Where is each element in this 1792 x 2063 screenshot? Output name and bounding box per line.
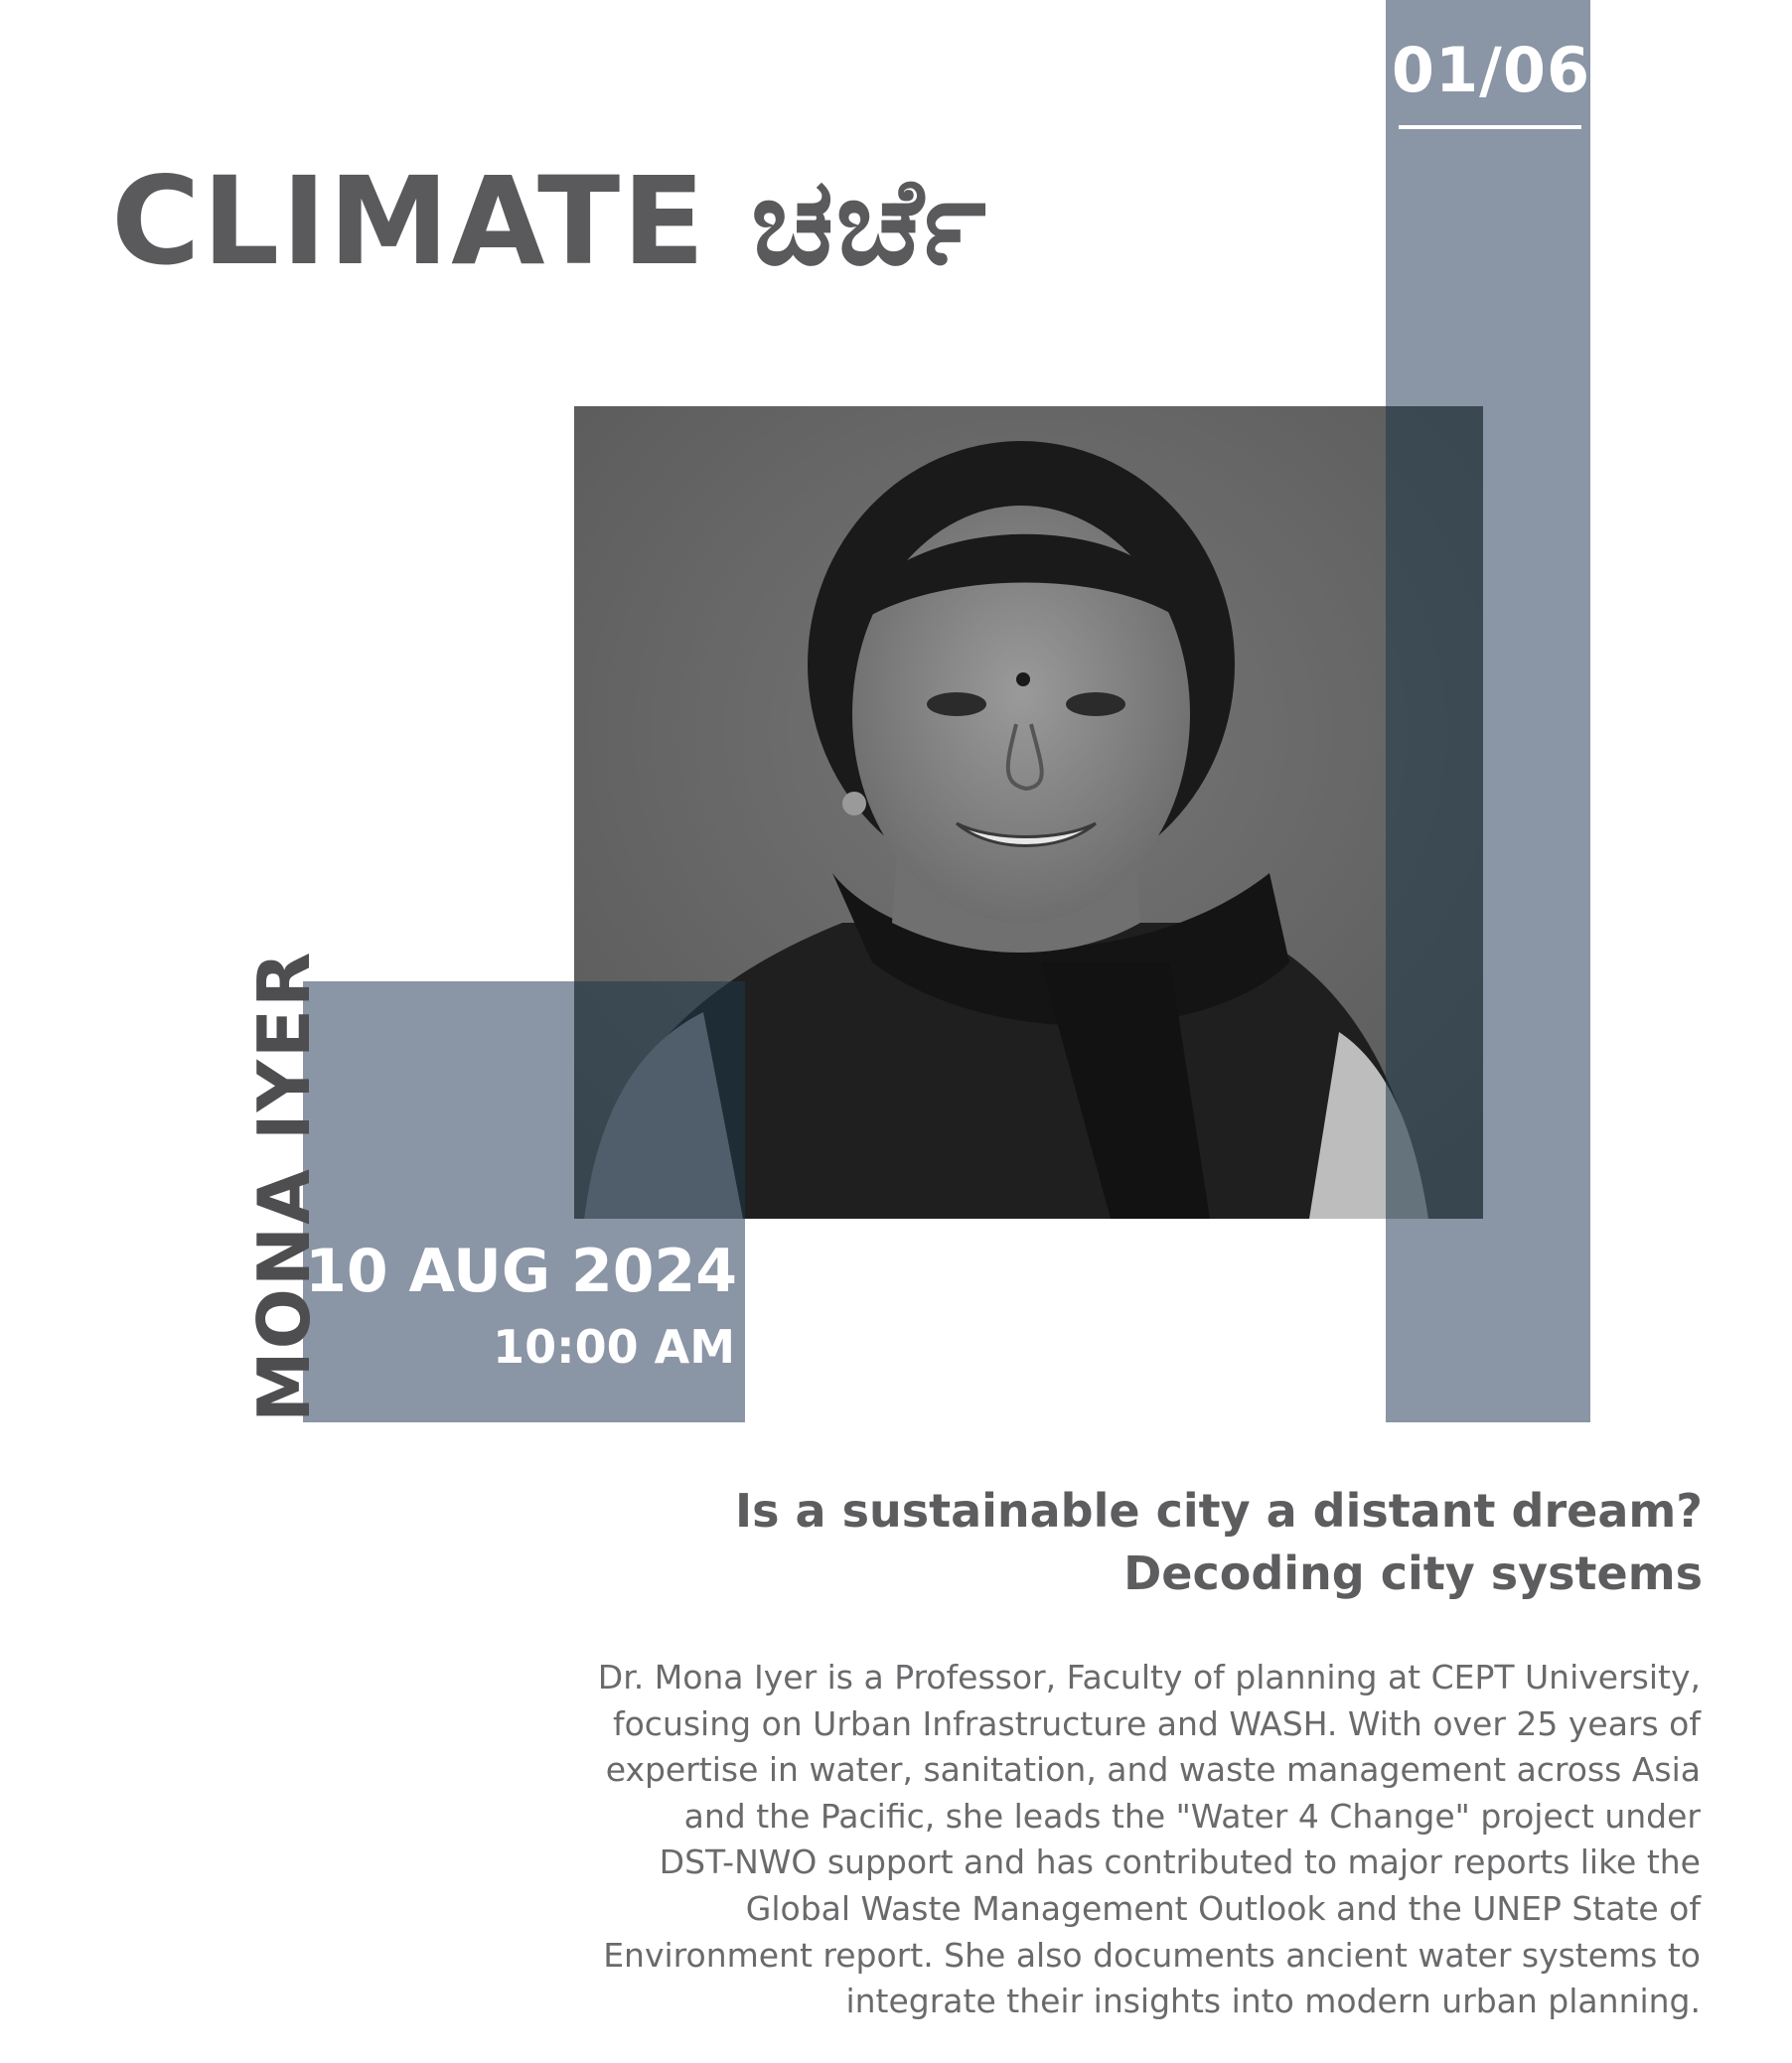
bio-line: Environment report. She also documents ancient water systems to bbox=[603, 1935, 1701, 1975]
headline-line: Is a sustainable city a distant dream? bbox=[735, 1484, 1703, 1538]
speaker-bio bbox=[260, 1655, 1701, 2025]
talk-headline bbox=[511, 1480, 1703, 1605]
bio-line: and the Pacific, she leads the "Water 4 Change" project under bbox=[683, 1796, 1701, 1836]
bio-line: expertise in water, sanitation, and waste management across Asia bbox=[605, 1750, 1701, 1790]
photo-overlay-left bbox=[574, 981, 745, 1219]
bio-line: Dr. Mona Iyer is a Professor, Faculty of planning at CEPT University, bbox=[597, 1658, 1701, 1696]
page-counter-underline bbox=[1399, 125, 1581, 129]
bio-line: focusing on Urban Infrastructure and WASH. With over 25 years of bbox=[613, 1703, 1701, 1743]
bio-line: DST-NWO support and has contributed to major reports like the bbox=[659, 1842, 1701, 1882]
bio-line: Global Waste Management Outlook and the UNEP State of bbox=[745, 1888, 1701, 1928]
photo-overlay-right bbox=[1386, 406, 1483, 1219]
speaker-name: MONA IYER bbox=[242, 950, 326, 1422]
headline-line: Decoding city systems bbox=[1123, 1547, 1703, 1600]
series-title: CLIMATE ಚರ್ಚೆ bbox=[111, 151, 988, 292]
event-date: 10 AUG 2024 bbox=[305, 1237, 737, 1306]
page-counter: 01/06 bbox=[1391, 34, 1591, 106]
event-time: 10:00 AM bbox=[493, 1320, 735, 1374]
bio-line: integrate their insights into modern urban planning. bbox=[845, 1982, 1701, 2021]
